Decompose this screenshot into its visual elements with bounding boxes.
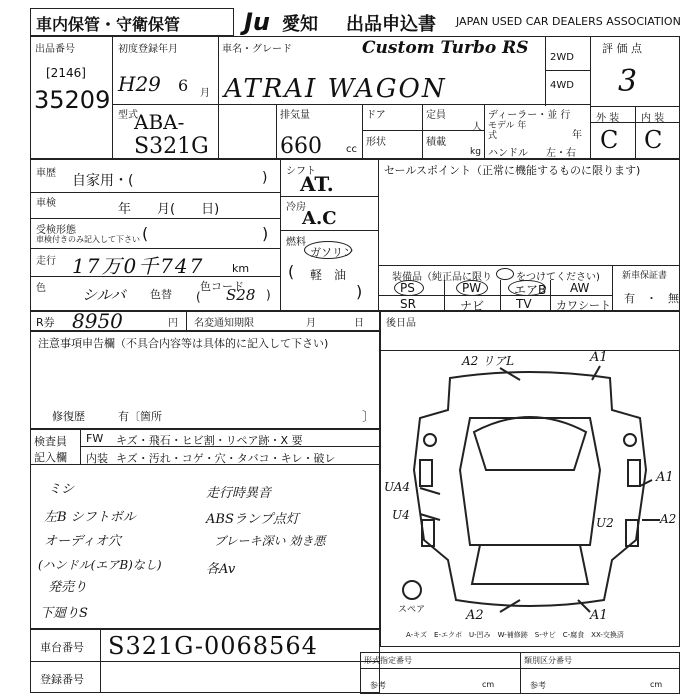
displacement-unit: cc — [346, 144, 357, 155]
model-prefix: ABA- — [134, 110, 185, 134]
inspector-label-2: 記入欄 — [34, 451, 67, 464]
diagram-mark-6: U2 — [596, 516, 614, 530]
warranty-label: 新車保証書 — [622, 271, 668, 281]
handle-options: 左・右 — [546, 148, 576, 159]
first-reg-label: 初度登録年月 — [118, 44, 178, 55]
diagram-mark-3: A1 — [656, 470, 674, 485]
displacement-label: 排気量 — [280, 110, 310, 121]
notice-month: 月 — [306, 318, 316, 329]
equip-navi: ナビ — [460, 299, 485, 313]
equip-seat: カワシート — [556, 299, 611, 312]
warranty-value: 有 ・ 無 — [624, 292, 679, 305]
first-reg-month: 6 — [178, 76, 189, 95]
fuel-label: 燃料 — [286, 237, 306, 248]
doors-label: ドア — [366, 110, 386, 121]
reg-label: 登録番号 — [40, 673, 84, 686]
recycle-unit: 円 — [168, 318, 178, 329]
diagram-mark-7: A2 — [660, 512, 677, 526]
chassis-number: S321G-0068564 — [108, 632, 318, 660]
interior-grade: C — [644, 126, 663, 154]
model-label: 型式 — [118, 110, 138, 121]
cert-sub: 類別区分番号 — [524, 656, 572, 665]
mileage-unit: km — [232, 262, 250, 275]
fuel-open: ( — [288, 262, 295, 281]
handle-label: ハンドル — [488, 148, 528, 159]
mirror-right — [624, 434, 636, 446]
collect-label: 受検形態 — [36, 225, 76, 236]
logo-city: 愛知 — [282, 14, 318, 35]
color-label: 色 — [36, 283, 46, 294]
ju-logo: Ju — [244, 8, 271, 36]
damage-legend: A-キズ E-エクボ U-凹み W-補修跡 S-サビ C-腐食 XX-交換済 — [406, 631, 624, 639]
recycle-label: R券 — [36, 316, 55, 329]
repair-label: 修復歴 — [52, 410, 85, 423]
remark-1: ミシ — [48, 482, 75, 497]
remark-right-4: 各Av — [206, 562, 236, 577]
lot-label: 出品番号 — [35, 44, 75, 55]
diagram-mark-8: A2 — [466, 608, 484, 623]
fw-items: キズ・飛石・ヒビ割・リペア跡・X 要 — [116, 434, 303, 447]
usage-close: ) — [262, 170, 268, 186]
load-unit: kg — [470, 147, 481, 157]
mileage-label: 走行 — [36, 256, 56, 267]
remark-5: 発売り — [48, 580, 88, 595]
load-label: 積載 — [426, 137, 446, 148]
fuel-petrol: ガソリン — [310, 246, 354, 259]
diagram-mark-9: A1 — [590, 608, 608, 623]
dims-length-unit: cm — [482, 680, 495, 689]
repair-close: 〕 — [362, 410, 376, 425]
dealer-label: ディーラー・並 行 — [488, 110, 571, 121]
diagram-mark-2: A1 — [590, 350, 608, 365]
notes-label: 注意事項申告欄（不具合内容等は具体的に記入して下さい) — [38, 337, 329, 350]
mileage-value: 17万0千747 — [72, 254, 205, 278]
shift-label: シフト — [286, 166, 316, 177]
mark-arrow-5 — [420, 488, 440, 494]
car-outline — [414, 372, 646, 606]
name-label: 車名・グレード — [222, 44, 292, 55]
mirror-left — [424, 434, 436, 446]
lot-number: 35209 — [34, 86, 111, 114]
color-value: シルバ — [82, 286, 126, 304]
fuel-diesel: 軽 油 — [310, 268, 347, 282]
remark-right-3: ブレーキ深い 効き悪 — [214, 534, 326, 548]
fw-label: FW — [86, 432, 104, 445]
rating-label: 評 価 点 — [602, 42, 642, 55]
collect-open: ( — [142, 224, 149, 243]
car-rear-window — [472, 545, 588, 584]
lot-code: [2146] — [46, 66, 86, 80]
first-reg-era: H29 — [118, 72, 161, 96]
remark-4: (ハンドル(エアB)なし) — [38, 558, 162, 572]
wheel-front-left — [420, 460, 432, 486]
interior-row-items: キズ・汚れ・コゲ・穴・タバコ・キレ・破レ — [116, 452, 336, 465]
color-change: 色替 — [150, 288, 172, 301]
model-code: S321G — [134, 134, 209, 159]
equipment-label-2: をつけてください) — [516, 272, 600, 283]
remark-2: 左B シフトボル — [44, 510, 136, 525]
mark-arrow-3 — [640, 480, 652, 486]
inspector-label-1: 検査員 — [34, 435, 67, 448]
cert-label: 形式指定番号 — [364, 656, 412, 665]
displacement-value: 660 — [280, 134, 322, 159]
drive-2wd: 2WD — [550, 52, 574, 63]
equip-pw: PW — [462, 281, 482, 295]
mark-arrow-1 — [500, 368, 520, 380]
car-roof — [460, 418, 600, 545]
remark-6: 下廻りS — [40, 606, 88, 621]
equip-ps: PS — [400, 281, 415, 295]
remark-right-2: ABSランプ点灯 — [206, 512, 299, 527]
model-year-unit: 年 — [572, 130, 582, 141]
dims-height-unit: cm — [650, 680, 663, 689]
color-code: S28 — [226, 286, 256, 304]
diagram-mark-5: U4 — [392, 508, 410, 522]
diagram-mark-1: A2 リアL — [462, 354, 515, 368]
inspection-value: 年 月( 日) — [118, 202, 220, 217]
remark-right-1: 走行時異音 — [206, 486, 272, 501]
equip-aw: AW — [570, 281, 590, 295]
grade-text: Custom Turbo RS — [362, 38, 529, 58]
equip-sr: SR — [400, 297, 416, 311]
vehicle-name: ATRAI WAGON — [224, 74, 447, 104]
remark-3: オーディオ穴 — [44, 534, 121, 549]
spare-tire — [403, 581, 421, 599]
collect-note: 車検付きのみ記入して下さい — [36, 235, 140, 244]
interior-label: 内 装 — [641, 113, 665, 124]
storage-label: 車内保管・守衛保管 — [36, 15, 181, 34]
notice-label: 名変通知期限 — [194, 318, 254, 329]
fuel-close: ) — [356, 282, 363, 301]
ref-label-1: 参考 — [370, 681, 386, 690]
color-open: ( — [196, 290, 201, 304]
spare-label: スペア — [398, 605, 426, 615]
mark-arrow-2 — [592, 366, 600, 380]
repair-value: 有〔箇所 — [118, 410, 162, 423]
wheel-front-right — [628, 460, 640, 486]
capacity-unit: 人 — [472, 122, 482, 133]
equipment-label: 装備品（純正品に限り — [392, 272, 492, 283]
inspection-label: 車検 — [36, 198, 56, 209]
notice-day: 日 — [354, 318, 364, 329]
diagram-mark-4: UA4 — [384, 480, 411, 494]
association-name: JAPAN USED CAR DEALERS ASSOCIATION — [456, 15, 681, 28]
usage-value: 自家用・( — [72, 173, 134, 189]
later-label: 後日品 — [386, 318, 416, 329]
shape-label: 形状 — [366, 137, 386, 148]
ac-label: 冷房 — [286, 202, 306, 213]
exterior-grade: C — [600, 126, 619, 154]
ref-label-2: 参考 — [530, 681, 546, 690]
color-close: ) — [266, 288, 271, 302]
equip-airbag: エアB — [514, 283, 547, 297]
model-year-label: モデル 年式 — [488, 121, 527, 141]
interior-row-label: 内装 — [86, 452, 108, 465]
color-code-label: 色コード — [200, 280, 244, 293]
recycle-value: 8950 — [72, 309, 123, 333]
car-windshield — [474, 417, 586, 470]
shift-value: AT. — [300, 172, 334, 196]
drive-4wd: 4WD — [550, 80, 574, 91]
selling-points-label: セールスポイント（正常に機能するものに限ります) — [384, 164, 641, 177]
collect-close: ) — [262, 224, 269, 243]
capacity-label: 定員 — [426, 110, 446, 121]
rating-score: 3 — [618, 64, 638, 99]
chassis-label: 車台番号 — [40, 641, 84, 654]
equip-tv: TV — [516, 297, 532, 311]
usage-label: 車歴 — [36, 168, 56, 179]
exterior-label: 外 装 — [596, 113, 620, 124]
ac-value: A.C — [302, 208, 337, 229]
form-title: 出品申込書 — [346, 14, 436, 35]
month-suffix: 月 — [200, 88, 210, 99]
